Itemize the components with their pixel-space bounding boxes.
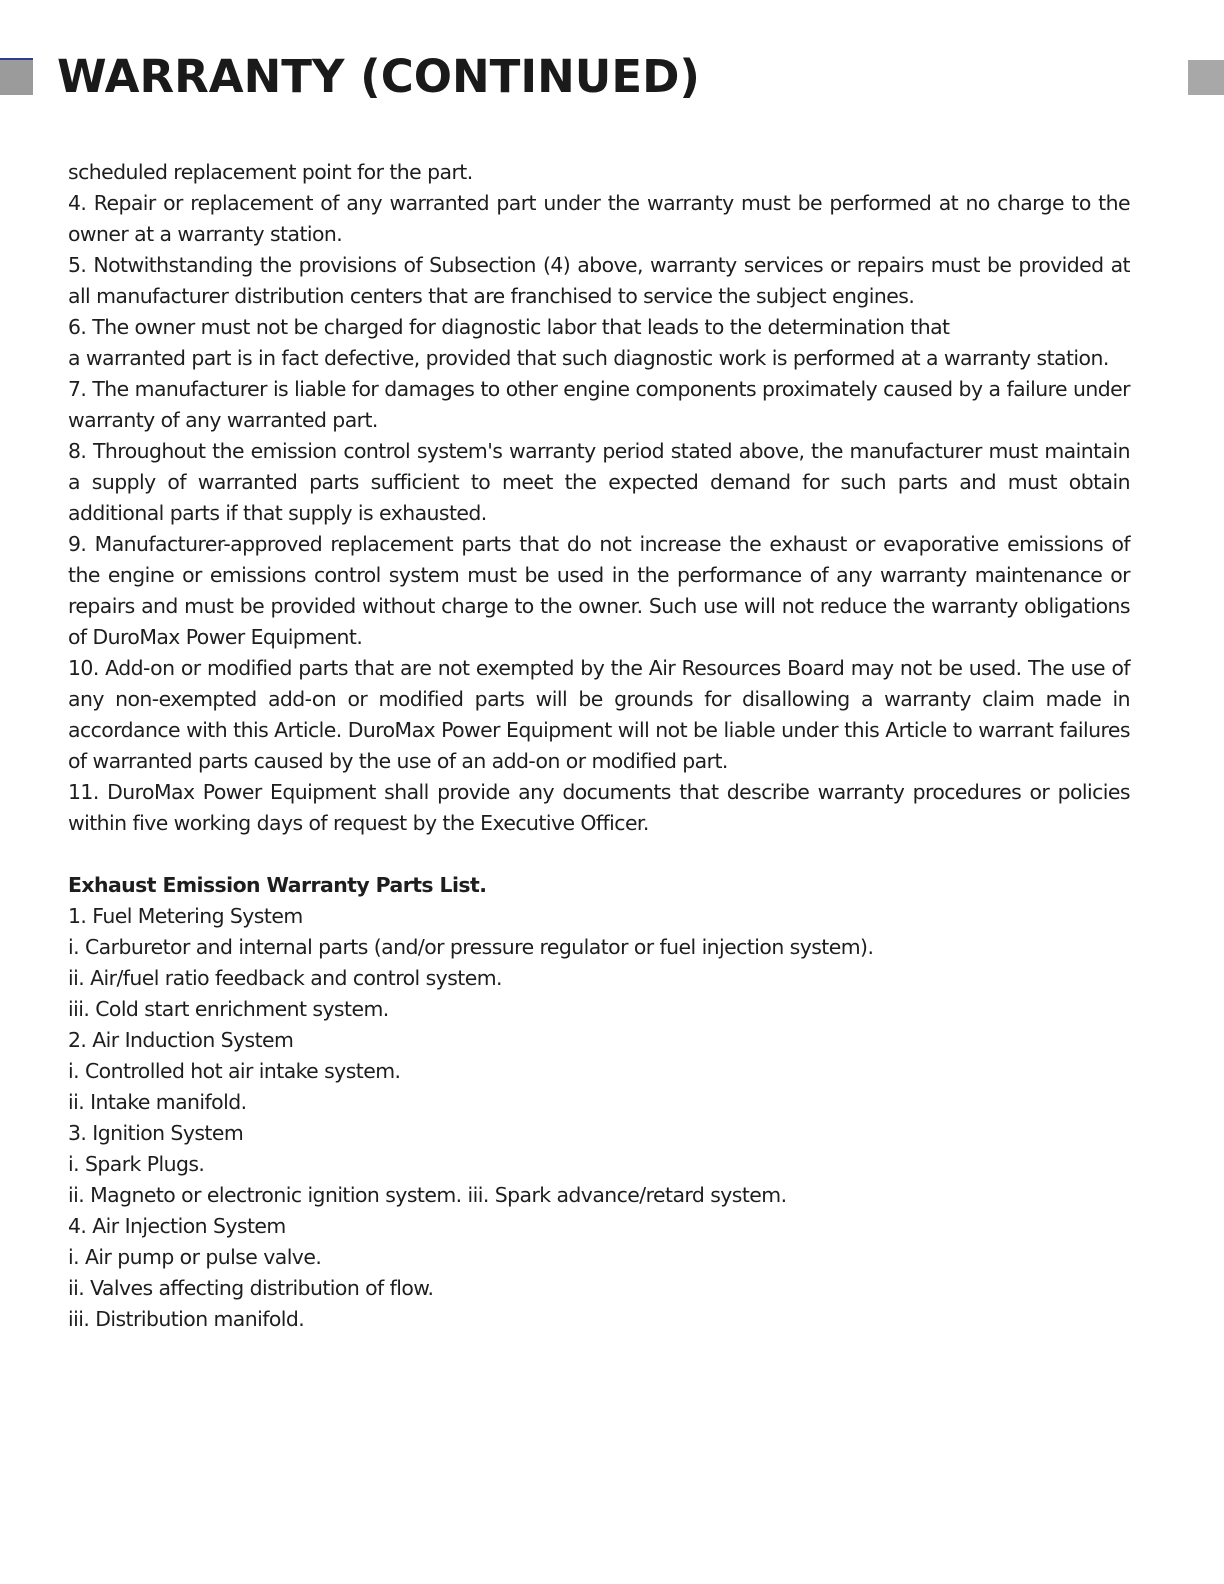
parts-list-item: ii. Valves affecting distribution of flow.	[68, 1276, 434, 1300]
paragraph-item-9: 9. Manufacturer-approved replacement parts that do not increase the exhaust or evaporative emissions of the engine or emissions control system must be used in the performance of any warranty maintenance or repairs and must be provided without charge to the owner. Such use will not reduce the warranty obligations of DuroMax Power Equipment.	[68, 532, 1130, 649]
parts-list-item: 1. Fuel Metering System	[68, 904, 303, 928]
parts-list-item: iii. Distribution manifold.	[68, 1307, 305, 1331]
parts-list-item: iii. Cold start enrichment system.	[68, 997, 389, 1021]
parts-list-item: i. Air pump or pulse valve.	[68, 1245, 322, 1269]
page-title: WARRANTY (CONTINUED)	[57, 50, 700, 103]
paragraph-item-6-line-2: a warranted part is in fact defective, provided that such diagnostic work is performed at a warranty station.	[68, 346, 1109, 370]
left-page-tab	[0, 58, 33, 95]
paragraph-continuation: scheduled replacement point for the part.	[68, 160, 473, 184]
parts-list-item: 4. Air Injection System	[68, 1214, 286, 1238]
parts-list-item: 2. Air Induction System	[68, 1028, 294, 1052]
document-body	[68, 157, 1130, 1335]
parts-list-item: i. Controlled hot air intake system.	[68, 1059, 401, 1083]
parts-list-item: ii. Intake manifold.	[68, 1090, 247, 1114]
parts-list-item: ii. Magneto or electronic ignition system. iii. Spark advance/retard system.	[68, 1183, 787, 1207]
parts-list-item: 3. Ignition System	[68, 1121, 244, 1145]
parts-list-heading: Exhaust Emission Warranty Parts List.	[68, 873, 487, 897]
parts-list-item: i. Spark Plugs.	[68, 1152, 205, 1176]
paragraph-item-7: 7. The manufacturer is liable for damages to other engine components proximately caused by a failure under warranty of any warranted part.	[68, 377, 1130, 432]
right-page-tab	[1188, 60, 1224, 95]
paragraph-item-8: 8. Throughout the emission control system's warranty period stated above, the manufacturer must maintain a supply of warranted parts sufficient to meet the expected demand for such parts and must obtain additional parts if that supply is exhausted.	[68, 439, 1130, 525]
paragraph-item-6-line-1: 6. The owner must not be charged for diagnostic labor that leads to the determination that	[68, 315, 950, 339]
parts-list-item: ii. Air/fuel ratio feedback and control system.	[68, 966, 502, 990]
section-spacer	[68, 839, 1130, 870]
parts-list-item: i. Carburetor and internal parts (and/or pressure regulator or fuel injection system).	[68, 935, 874, 959]
paragraph-item-5: 5. Notwithstanding the provisions of Subsection (4) above, warranty services or repairs must be provided at all manufacturer distribution centers that are franchised to service the subject engines.	[68, 253, 1130, 308]
paragraph-item-11: 11. DuroMax Power Equipment shall provide any documents that describe warranty procedures or policies within five working days of request by the Executive Officer.	[68, 780, 1130, 835]
paragraph-item-10: 10. Add-on or modified parts that are not exempted by the Air Resources Board may not be used. The use of any non-exempted add-on or modified parts will be grounds for disallowing a warranty claim made in accordance with this Article. DuroMax Power Equipment will not be liable under this Article to warrant failures of warranted parts caused by the use of an add-on or modified part.	[68, 656, 1130, 773]
paragraph-item-4: 4. Repair or replacement of any warranted part under the warranty must be performed at no charge to the owner at a warranty station.	[68, 191, 1130, 246]
